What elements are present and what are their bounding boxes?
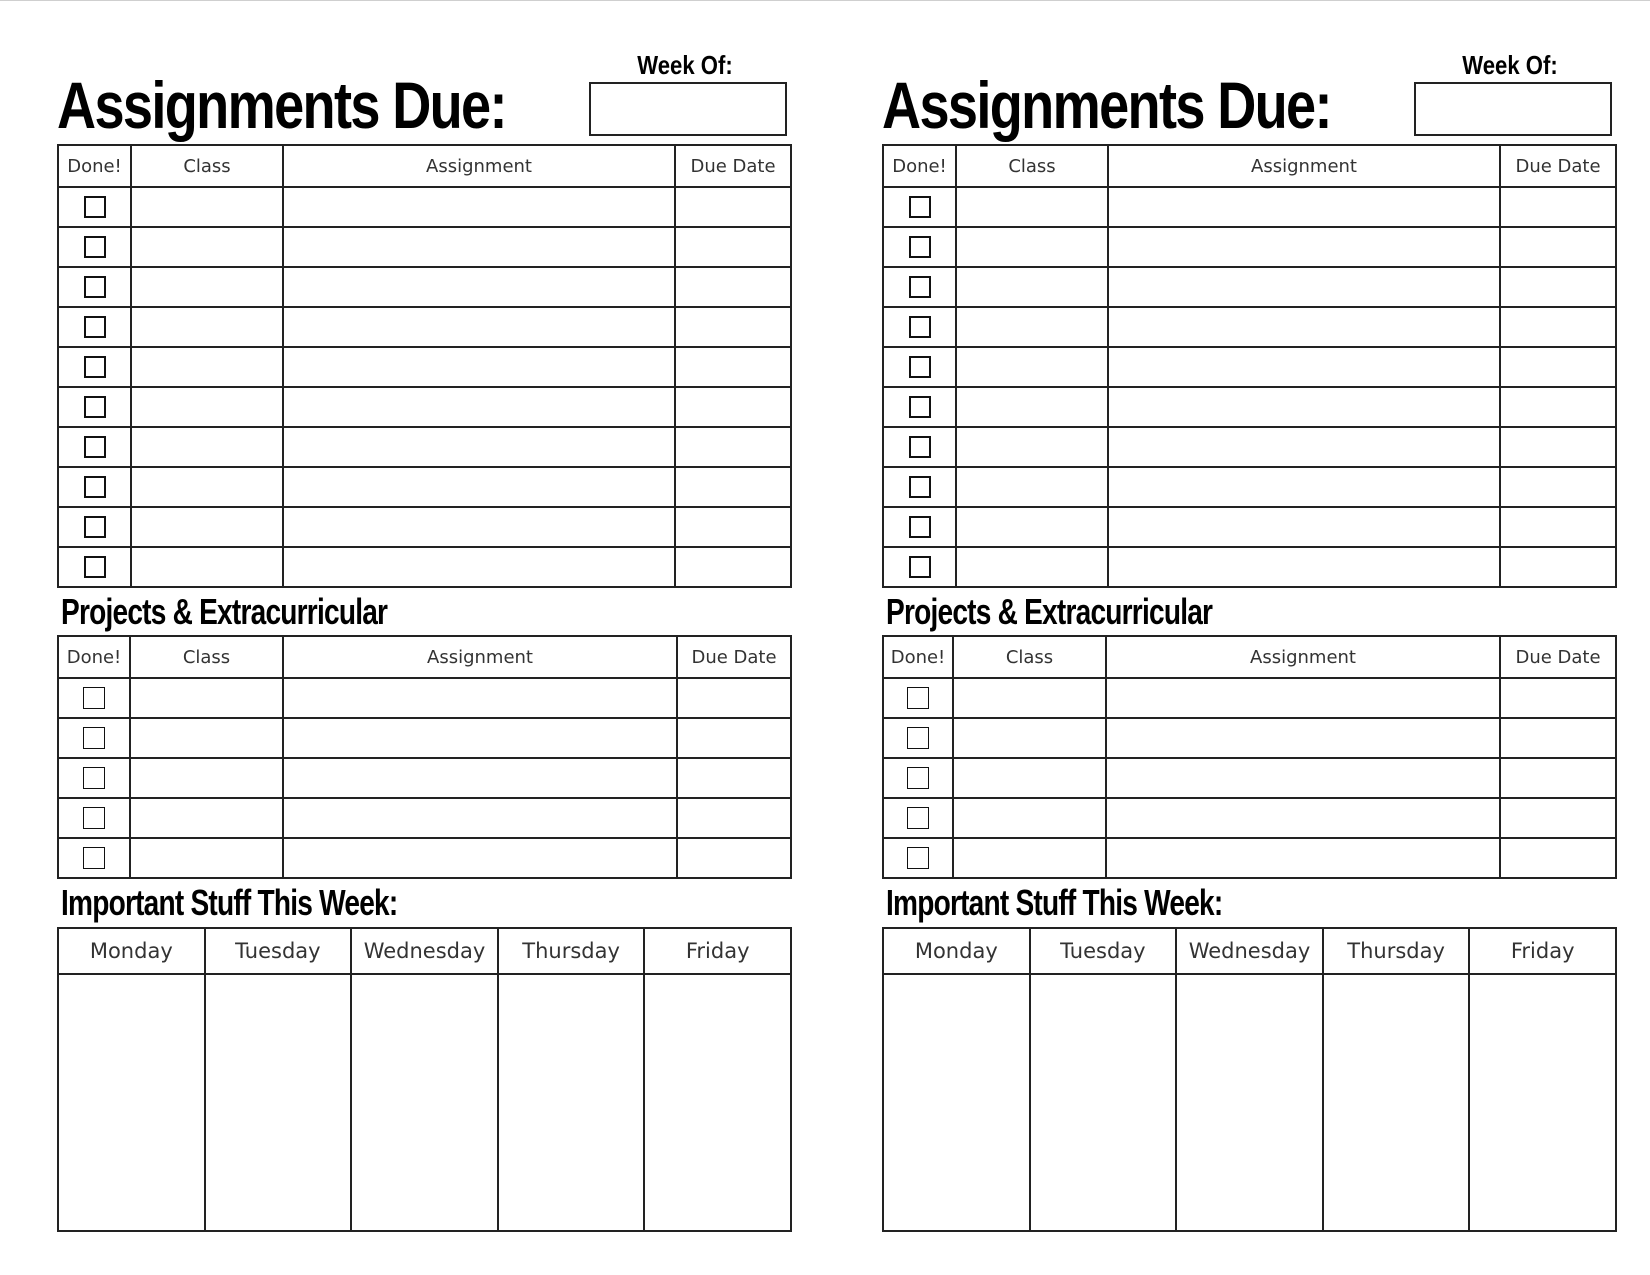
projects-heading: Projects & Extracurricular — [61, 591, 388, 632]
table-row — [58, 307, 791, 347]
due-date-cell[interactable] — [1500, 347, 1616, 387]
done-checkbox[interactable] — [84, 476, 106, 498]
due-date-cell[interactable] — [1500, 267, 1616, 307]
done-cell — [883, 507, 956, 547]
friday-notes[interactable] — [644, 974, 791, 1231]
class-cell[interactable] — [956, 387, 1108, 427]
assignment-cell[interactable] — [283, 678, 677, 718]
due-date-cell[interactable] — [1500, 227, 1616, 267]
assignment-cell[interactable] — [283, 547, 675, 587]
assignment-cell[interactable] — [283, 307, 675, 347]
weekday-friday: Friday — [644, 928, 791, 974]
column-header-done: Done! — [883, 636, 953, 678]
wednesday-notes[interactable] — [351, 974, 498, 1231]
assignment-cell[interactable] — [1108, 507, 1500, 547]
week-of-label: Week Of: — [637, 50, 733, 80]
done-cell — [883, 187, 956, 227]
done-checkbox[interactable] — [84, 236, 106, 258]
done-cell — [883, 547, 956, 587]
class-cell[interactable] — [131, 547, 283, 587]
assignments-rows — [883, 187, 1616, 587]
class-cell[interactable] — [956, 547, 1108, 587]
assignment-cell[interactable] — [1106, 838, 1500, 878]
planner-page-right — [882, 0, 1617, 1275]
important-week-table — [57, 927, 792, 1232]
assignments-table — [882, 144, 1617, 588]
class-cell[interactable] — [131, 427, 283, 467]
due-date-cell[interactable] — [675, 547, 791, 587]
done-checkbox[interactable] — [909, 436, 931, 458]
done-cell — [58, 387, 131, 427]
weekday-monday: Monday — [883, 928, 1030, 974]
class-cell[interactable] — [956, 467, 1108, 507]
done-cell — [883, 678, 953, 718]
weekday-wednesday: Wednesday — [1176, 928, 1323, 974]
class-cell[interactable] — [953, 718, 1106, 758]
table-header-row — [883, 145, 1616, 187]
assignments-table — [57, 144, 792, 588]
due-date-cell[interactable] — [1500, 678, 1616, 718]
due-date-cell[interactable] — [1500, 718, 1616, 758]
table-row — [58, 507, 791, 547]
table-header-row — [883, 636, 1616, 678]
projects-table — [57, 635, 792, 879]
assignment-cell[interactable] — [283, 718, 677, 758]
table-row — [58, 187, 791, 227]
done-cell — [883, 838, 953, 878]
assignment-cell[interactable] — [1106, 798, 1500, 838]
due-date-cell[interactable] — [675, 227, 791, 267]
due-date-cell[interactable] — [675, 427, 791, 467]
thursday-notes[interactable] — [1323, 974, 1470, 1231]
class-cell[interactable] — [131, 267, 283, 307]
column-header-due-date: Due Date — [1500, 636, 1616, 678]
column-header-assignment: Assignment — [283, 145, 675, 187]
done-checkbox[interactable] — [84, 196, 106, 218]
done-checkbox[interactable] — [909, 356, 931, 378]
column-header-class: Class — [131, 145, 283, 187]
table-row — [58, 227, 791, 267]
done-checkbox[interactable] — [907, 727, 929, 749]
table-row — [58, 718, 791, 758]
column-header-class: Class — [956, 145, 1108, 187]
done-checkbox[interactable] — [909, 316, 931, 338]
due-date-cell[interactable] — [675, 507, 791, 547]
table-header-row — [58, 636, 791, 678]
column-header-class: Class — [130, 636, 283, 678]
done-cell — [58, 758, 130, 798]
table-row — [883, 347, 1616, 387]
page-title: Assignments Due: — [882, 68, 1331, 142]
done-checkbox[interactable] — [909, 236, 931, 258]
done-cell — [883, 798, 953, 838]
class-cell[interactable] — [131, 227, 283, 267]
assignment-cell[interactable] — [283, 387, 675, 427]
class-cell[interactable] — [956, 507, 1108, 547]
due-date-cell[interactable] — [1500, 758, 1616, 798]
due-date-cell[interactable] — [675, 307, 791, 347]
table-row — [58, 547, 791, 587]
assignment-cell[interactable] — [283, 267, 675, 307]
due-date-cell[interactable] — [677, 798, 791, 838]
due-date-cell[interactable] — [675, 467, 791, 507]
due-date-cell[interactable] — [1500, 307, 1616, 347]
weekday-monday: Monday — [58, 928, 205, 974]
table-row — [883, 187, 1616, 227]
assignment-cell[interactable] — [283, 227, 675, 267]
done-checkbox[interactable] — [84, 396, 106, 418]
table-row — [883, 758, 1616, 798]
table-row — [883, 307, 1616, 347]
class-cell[interactable] — [956, 427, 1108, 467]
weekday-header-row — [58, 928, 791, 974]
friday-notes[interactable] — [1469, 974, 1616, 1231]
weekday-tuesday: Tuesday — [205, 928, 352, 974]
table-row — [58, 347, 791, 387]
done-cell — [883, 267, 956, 307]
table-row — [883, 387, 1616, 427]
table-row — [883, 507, 1616, 547]
done-checkbox[interactable] — [84, 356, 106, 378]
done-checkbox[interactable] — [84, 516, 106, 538]
done-checkbox[interactable] — [909, 396, 931, 418]
column-header-due-date: Due Date — [675, 145, 791, 187]
done-cell — [58, 718, 130, 758]
done-checkbox[interactable] — [84, 276, 106, 298]
done-checkbox[interactable] — [84, 316, 106, 338]
week-of-field[interactable] — [589, 82, 787, 136]
projects-heading: Projects & Extracurricular — [886, 591, 1213, 632]
done-checkbox[interactable] — [907, 807, 929, 829]
assignment-cell[interactable] — [1108, 347, 1500, 387]
done-cell — [883, 347, 956, 387]
weekday-friday: Friday — [1469, 928, 1616, 974]
projects-rows — [58, 678, 791, 878]
weekday-thursday: Thursday — [498, 928, 645, 974]
page-title: Assignments Due: — [57, 68, 506, 142]
class-cell[interactable] — [953, 838, 1106, 878]
done-checkbox[interactable] — [84, 556, 106, 578]
done-checkbox[interactable] — [84, 436, 106, 458]
done-cell — [58, 427, 131, 467]
table-row — [58, 387, 791, 427]
table-row — [883, 838, 1616, 878]
week-of-field[interactable] — [1414, 82, 1612, 136]
class-cell[interactable] — [956, 187, 1108, 227]
due-date-cell[interactable] — [675, 387, 791, 427]
monday-notes[interactable] — [58, 974, 205, 1231]
column-header-assignment: Assignment — [283, 636, 677, 678]
due-date-cell[interactable] — [677, 758, 791, 798]
done-checkbox[interactable] — [83, 727, 105, 749]
due-date-cell[interactable] — [1500, 187, 1616, 227]
table-header-row — [58, 145, 791, 187]
table-row — [58, 427, 791, 467]
due-date-cell[interactable] — [677, 678, 791, 718]
wednesday-notes[interactable] — [1176, 974, 1323, 1231]
weekday-thursday: Thursday — [1323, 928, 1470, 974]
assignments-rows — [58, 187, 791, 587]
class-cell[interactable] — [130, 838, 283, 878]
class-cell[interactable] — [956, 307, 1108, 347]
due-date-cell[interactable] — [1500, 838, 1616, 878]
done-cell — [58, 187, 131, 227]
done-cell — [58, 547, 131, 587]
done-checkbox[interactable] — [907, 767, 929, 789]
table-row — [58, 758, 791, 798]
tuesday-notes[interactable] — [1030, 974, 1177, 1231]
class-cell[interactable] — [130, 718, 283, 758]
weekday-notes-row — [883, 974, 1616, 1231]
column-header-assignment: Assignment — [1108, 145, 1500, 187]
done-cell — [58, 267, 131, 307]
table-row — [883, 798, 1616, 838]
thursday-notes[interactable] — [498, 974, 645, 1231]
done-cell — [58, 678, 130, 718]
done-checkbox[interactable] — [83, 807, 105, 829]
done-cell — [883, 427, 956, 467]
done-checkbox[interactable] — [909, 556, 931, 578]
column-header-due-date: Due Date — [1500, 145, 1616, 187]
due-date-cell[interactable] — [1500, 427, 1616, 467]
done-checkbox[interactable] — [909, 196, 931, 218]
done-cell — [58, 347, 131, 387]
table-row — [58, 798, 791, 838]
weekday-header-row — [883, 928, 1616, 974]
assignment-cell[interactable] — [1108, 387, 1500, 427]
done-cell — [58, 467, 131, 507]
assignment-cell[interactable] — [283, 758, 677, 798]
assignment-cell[interactable] — [283, 187, 675, 227]
table-row — [58, 838, 791, 878]
assignment-cell[interactable] — [283, 798, 677, 838]
class-cell[interactable] — [953, 678, 1106, 718]
assignment-cell[interactable] — [1108, 467, 1500, 507]
assignment-cell[interactable] — [283, 838, 677, 878]
table-row — [883, 678, 1616, 718]
class-cell[interactable] — [131, 387, 283, 427]
week-of-label: Week Of: — [1462, 50, 1558, 80]
assignment-cell[interactable] — [1106, 678, 1500, 718]
done-cell — [883, 467, 956, 507]
class-cell[interactable] — [130, 798, 283, 838]
class-cell[interactable] — [130, 678, 283, 718]
assignment-cell[interactable] — [283, 347, 675, 387]
done-checkbox[interactable] — [909, 276, 931, 298]
done-checkbox[interactable] — [907, 847, 929, 869]
column-header-due-date: Due Date — [677, 636, 791, 678]
class-cell[interactable] — [131, 187, 283, 227]
table-row — [883, 427, 1616, 467]
done-checkbox[interactable] — [909, 516, 931, 538]
class-cell[interactable] — [131, 347, 283, 387]
column-header-done: Done! — [58, 145, 131, 187]
tuesday-notes[interactable] — [205, 974, 352, 1231]
weekday-notes-row — [58, 974, 791, 1231]
done-checkbox[interactable] — [907, 687, 929, 709]
monday-notes[interactable] — [883, 974, 1030, 1231]
assignment-cell[interactable] — [283, 427, 675, 467]
done-checkbox[interactable] — [83, 767, 105, 789]
class-cell[interactable] — [956, 267, 1108, 307]
assignment-cell[interactable] — [1108, 187, 1500, 227]
projects-table — [882, 635, 1617, 879]
table-row — [58, 467, 791, 507]
table-row — [883, 227, 1616, 267]
weekday-tuesday: Tuesday — [1030, 928, 1177, 974]
assignment-cell[interactable] — [1108, 307, 1500, 347]
important-week-table — [882, 927, 1617, 1232]
class-cell[interactable] — [131, 307, 283, 347]
class-cell[interactable] — [956, 347, 1108, 387]
column-header-class: Class — [953, 636, 1106, 678]
due-date-cell[interactable] — [1500, 547, 1616, 587]
assignment-cell[interactable] — [283, 507, 675, 547]
done-checkbox[interactable] — [83, 687, 105, 709]
done-cell — [58, 227, 131, 267]
assignment-cell[interactable] — [1106, 758, 1500, 798]
due-date-cell[interactable] — [675, 187, 791, 227]
assignment-cell[interactable] — [1108, 227, 1500, 267]
due-date-cell[interactable] — [1500, 798, 1616, 838]
class-cell[interactable] — [953, 798, 1106, 838]
due-date-cell[interactable] — [677, 718, 791, 758]
class-cell[interactable] — [953, 758, 1106, 798]
important-heading: Important Stuff This Week: — [886, 882, 1223, 923]
planner-page-left — [57, 0, 792, 1275]
table-row — [58, 267, 791, 307]
column-header-done: Done! — [883, 145, 956, 187]
table-row — [883, 267, 1616, 307]
column-header-done: Done! — [58, 636, 130, 678]
class-cell[interactable] — [956, 227, 1108, 267]
due-date-cell[interactable] — [677, 838, 791, 878]
weekday-wednesday: Wednesday — [351, 928, 498, 974]
assignment-cell[interactable] — [283, 467, 675, 507]
table-row — [58, 678, 791, 718]
assignment-cell[interactable] — [1106, 718, 1500, 758]
class-cell[interactable] — [131, 467, 283, 507]
due-date-cell[interactable] — [1500, 507, 1616, 547]
done-cell — [883, 718, 953, 758]
column-header-assignment: Assignment — [1106, 636, 1500, 678]
done-cell — [58, 307, 131, 347]
done-cell — [883, 227, 956, 267]
class-cell[interactable] — [131, 507, 283, 547]
assignment-cell[interactable] — [1108, 267, 1500, 307]
done-cell — [883, 387, 956, 427]
table-row — [883, 718, 1616, 758]
done-cell — [883, 758, 953, 798]
done-cell — [883, 307, 956, 347]
due-date-cell[interactable] — [1500, 387, 1616, 427]
class-cell[interactable] — [130, 758, 283, 798]
done-cell — [58, 798, 130, 838]
table-row — [883, 467, 1616, 507]
due-date-cell[interactable] — [675, 267, 791, 307]
table-row — [883, 547, 1616, 587]
done-checkbox[interactable] — [909, 476, 931, 498]
due-date-cell[interactable] — [1500, 467, 1616, 507]
important-heading: Important Stuff This Week: — [61, 882, 398, 923]
done-checkbox[interactable] — [83, 847, 105, 869]
done-cell — [58, 507, 131, 547]
projects-rows — [883, 678, 1616, 878]
assignment-cell[interactable] — [1108, 547, 1500, 587]
done-cell — [58, 838, 130, 878]
due-date-cell[interactable] — [675, 347, 791, 387]
assignment-cell[interactable] — [1108, 427, 1500, 467]
